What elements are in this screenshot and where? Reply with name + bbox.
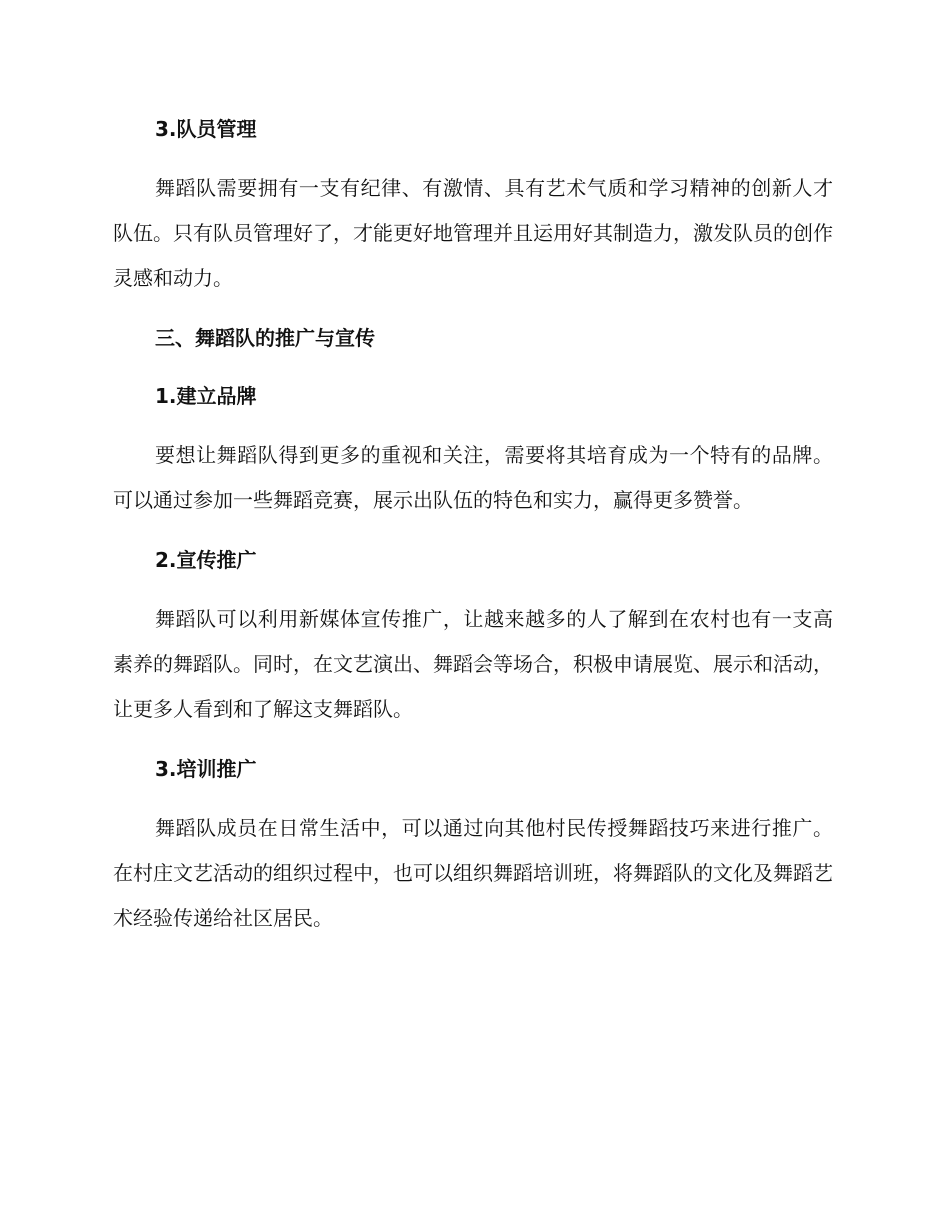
paragraph-brand: 要想让舞蹈队得到更多的重视和关注，需要将其培育成为一个特有的品牌。可以通过参加一些舞蹈竞赛，展示出队伍的特色和实力，赢得更多赞誉。 <box>113 443 833 512</box>
paragraph-training: 舞蹈队成员在日常生活中，可以通过向其他村民传授舞蹈技巧来进行推广。在村庄文艺活动的组织过程中，也可以组织舞蹈培训班，将舞蹈队的文化及舞蹈艺术经验传递给社区居民。 <box>113 816 833 930</box>
paragraph-team-management: 舞蹈队需要拥有一支有纪律、有激情、具有艺术气质和学习精神的创新人才队伍。只有队员管理好了，才能更好地管理并且运用好其制造力，激发队员的创作灵感和动力。 <box>113 176 833 290</box>
section-heading-publicity: 2.宣传推广 <box>155 548 257 572</box>
section-heading-training: 3.培训推广 <box>155 757 257 781</box>
chapter-heading-promotion: 三、舞蹈队的推广与宣传 <box>155 326 375 350</box>
document-body <box>113 108 833 941</box>
paragraph-publicity: 舞蹈队可以利用新媒体宣传推广，让越来越多的人了解到在农村也有一支高素养的舞蹈队。同时，在文艺演出、舞蹈会等场合，积极申请展览、展示和活动，让更多人看到和了解这支舞蹈队。 <box>113 607 833 721</box>
section-heading-team-management: 3.队员管理 <box>155 117 257 141</box>
section-heading-brand: 1.建立品牌 <box>155 384 257 408</box>
